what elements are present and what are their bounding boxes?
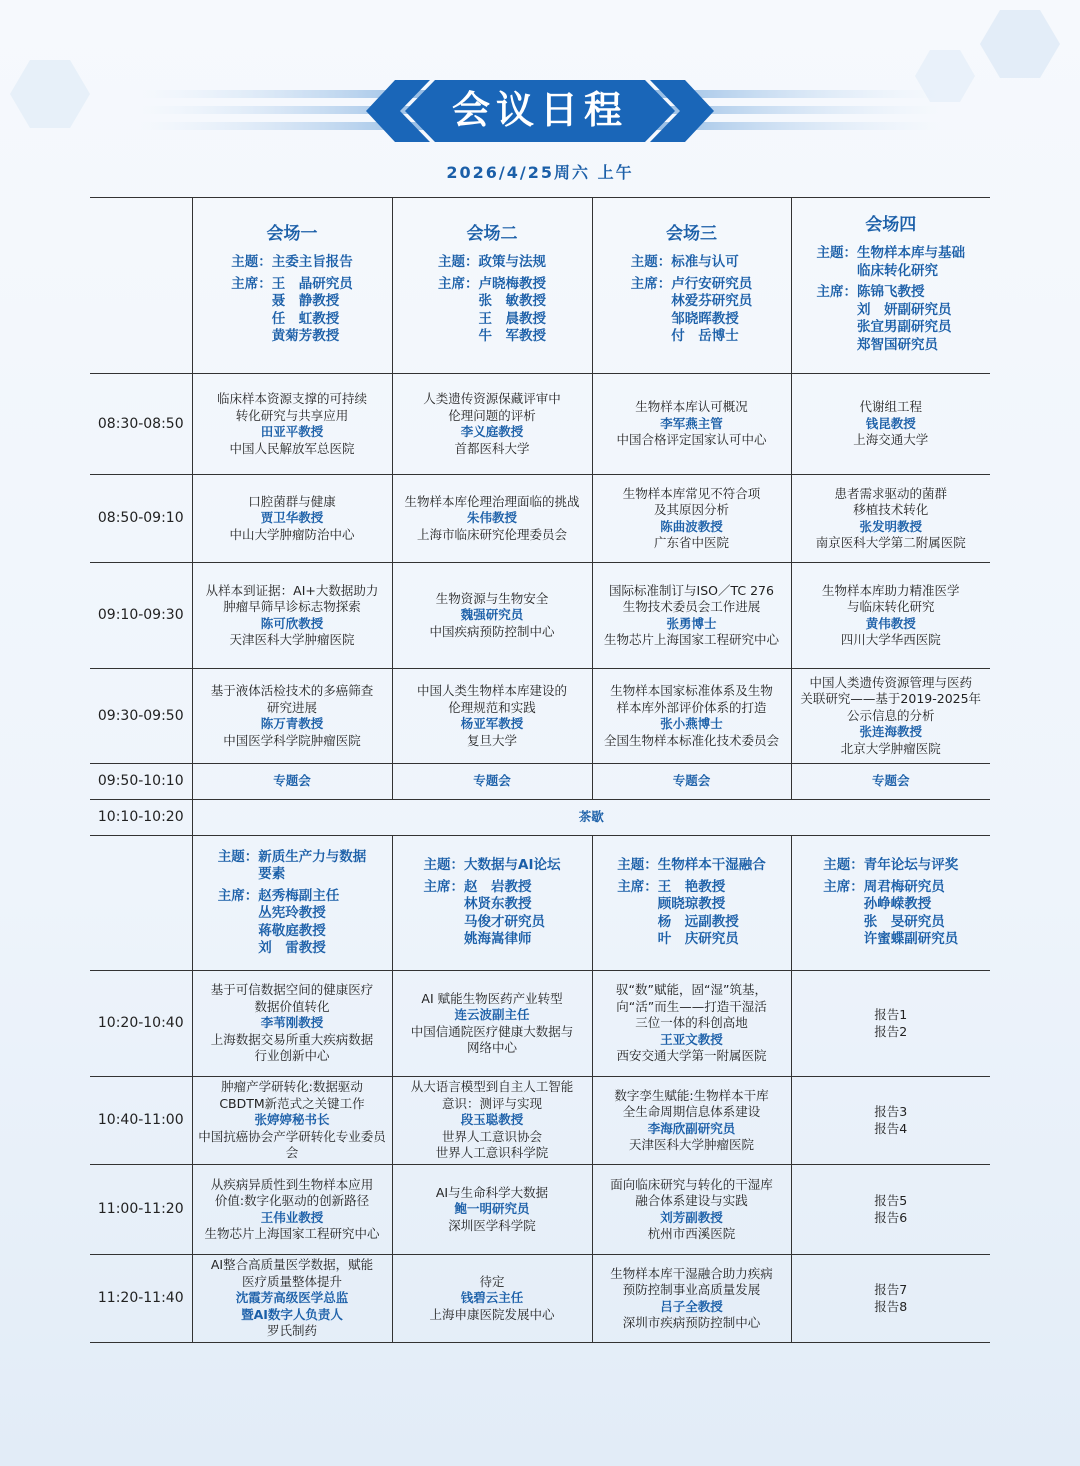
time-cell: 11:20-11:40 [90, 1255, 192, 1343]
theme-text [464, 857, 560, 875]
chair-row [424, 879, 561, 949]
tea-break-row [90, 800, 990, 836]
talk-title: 报告8 [874, 1298, 908, 1314]
chair-name: 丛宪玲教授 [258, 905, 326, 921]
theme-label: 主题： [823, 857, 864, 874]
hall-name: 会场二 [466, 223, 518, 244]
chair-name: 黄菊芳教授 [271, 328, 340, 344]
organization: 广东省中医院 [653, 535, 729, 550]
speaker: 张发明教授 [859, 518, 922, 534]
chair-label: 主席： [823, 878, 864, 895]
chair-names [857, 284, 952, 354]
talk-title: 伦理规范和实践 [448, 699, 536, 715]
talk-title: 价值:数字化驱动的创新路径 [214, 1193, 370, 1208]
chair-names [479, 276, 547, 346]
speaker: 张连海教授 [859, 724, 922, 740]
theme-label: 主题： [617, 857, 658, 874]
organization: 中国抗癌协会产学研转化专业委员会 [198, 1128, 386, 1161]
chair-name: 张 旻研究员 [863, 913, 945, 930]
theme-label: 主题： [217, 848, 259, 865]
hall-name: 会场四 [865, 214, 917, 235]
speaker: 李义庭教授 [460, 424, 524, 439]
talk-title: 与临床转化研究 [846, 599, 935, 614]
organization: 上海数据交易所重大疾病数据 [210, 1031, 374, 1047]
session-info [218, 849, 367, 958]
chair-row [438, 276, 546, 346]
chair-row [231, 276, 353, 346]
organization: 上海市临床研究伦理委员会 [416, 526, 567, 542]
time-cell: 09:50-10:10 [90, 764, 192, 800]
chair-row [218, 888, 367, 958]
theme-line: 青年论坛与评奖 [863, 857, 959, 874]
session-info [817, 245, 966, 354]
speaker: 陈曲波教授 [660, 518, 723, 534]
speaker: 魏强研究员 [460, 607, 524, 623]
theme-line: 主委主旨报告 [271, 254, 353, 270]
time-cell: 10:40-11:00 [90, 1077, 192, 1165]
chair-name: 刘 雷教授 [258, 940, 326, 956]
talk-cell [192, 1255, 392, 1343]
hall-cell [791, 836, 990, 971]
hall-cell [791, 198, 990, 374]
session-info [617, 857, 766, 949]
talk-row [90, 374, 990, 475]
theme-row [424, 857, 561, 875]
speaker: 朱伟教授 [466, 510, 517, 526]
chair-name: 牛 军教授 [478, 328, 546, 344]
chair-names [464, 879, 545, 949]
special-session-label: 专题会 [392, 764, 592, 800]
theme-text [479, 254, 547, 272]
talk-title: CBDTM新范式之关键工作 [219, 1095, 365, 1111]
talk-title: 生物样本库常见不符合项 [622, 485, 761, 501]
talk-title: 代谢组工程 [859, 399, 922, 415]
chair-name: 孙峥嵘教授 [863, 896, 932, 913]
hall-cell [192, 836, 392, 971]
theme-text [258, 849, 366, 884]
talk-row [90, 1077, 990, 1165]
talk-title: 数字孪生赋能:生物样本干库 [614, 1087, 769, 1103]
theme-label: 主题： [630, 254, 672, 270]
organization: 中山大学肿瘤防治中心 [229, 526, 355, 542]
talk-cell [592, 971, 791, 1077]
talk-cell [192, 1077, 392, 1165]
hall-cell [192, 198, 392, 374]
talk-title: 中国人类遗传资源管理与医药 [809, 674, 972, 690]
talk-cell [791, 374, 990, 475]
talk-cell [392, 1255, 592, 1343]
organization: 中国人民解放军总医院 [229, 440, 355, 456]
talk-row [90, 475, 990, 563]
chair-row [617, 879, 766, 949]
chair-label: 主席： [617, 878, 658, 895]
organization: 天津医科大学肿瘤医院 [628, 1137, 754, 1152]
talk-title: 面向临床研究与转化的干湿库 [610, 1176, 773, 1192]
speaker: 钱碧云主任 [460, 1290, 524, 1306]
organization: 天津医科大学肿瘤医院 [229, 632, 355, 647]
organization: 西安交通大学第一附属医院 [616, 1048, 767, 1064]
chair-name: 张宜男副研究员 [857, 319, 952, 336]
talk-title: 转化研究与共享应用 [235, 407, 349, 423]
time-cell [90, 836, 192, 971]
talk-cell [592, 374, 791, 475]
organization: 杭州市西溪医院 [647, 1226, 736, 1241]
organization: 复旦大学 [466, 732, 517, 748]
chair-name: 王 艳教授 [657, 878, 726, 895]
theme-text [658, 857, 766, 875]
talk-title: 报告3 [874, 1104, 908, 1119]
talk-title: 全生命周期信息体系建设 [622, 1104, 761, 1119]
organization: 上海交通大学 [853, 432, 929, 448]
hall-name: 会场一 [266, 223, 318, 244]
speaker: 沈霞芳高级医学总监 [235, 1290, 349, 1306]
talk-title: 从疾病异质性到生物样本应用 [210, 1176, 374, 1192]
talk-title: 研究进展 [266, 699, 317, 715]
hall-header-row [90, 198, 990, 374]
theme-row [218, 849, 367, 884]
talk-title: 报告6 [874, 1209, 908, 1225]
special-session-label: 专题会 [592, 764, 791, 800]
speaker: 李军燕主管 [660, 415, 723, 431]
chair-row [817, 284, 966, 354]
talk-title: 驭“数”赋能，固“湿”筑基， [616, 982, 767, 998]
time-cell: 10:20-10:40 [90, 971, 192, 1077]
speaker: 吕子全教授 [660, 1298, 723, 1314]
theme-row [617, 857, 766, 875]
talk-cell [192, 374, 392, 475]
talk-title: 关联研究——基于2019-2025年 [800, 691, 982, 707]
hall-header-row [90, 836, 990, 971]
talk-title: 报告7 [874, 1282, 908, 1297]
theme-text [857, 245, 965, 280]
chair-name: 赵 岩教授 [464, 878, 532, 895]
talk-title: 样本库外部评价体系的打造 [616, 699, 767, 715]
organization: 生物芯片上海国家工程研究中心 [204, 1226, 380, 1241]
chair-name: 林爱芬研究员 [671, 293, 753, 309]
talk-cell [791, 475, 990, 563]
talk-title: 患者需求驱动的菌群 [834, 485, 947, 501]
talk-title: 及其原因分析 [653, 502, 729, 517]
talk-title: 生物资源与生物安全 [435, 590, 549, 606]
talk-title: 肿瘤产学研转化:数据驱动 [221, 1079, 363, 1095]
hall-name: 会场三 [666, 223, 717, 244]
theme-text [671, 254, 739, 272]
theme-row [231, 254, 353, 272]
talk-row [90, 1165, 990, 1255]
talk-title: 生物样本库认可概况 [635, 399, 748, 415]
organization: 中国合格评定国家认可中心 [616, 432, 767, 448]
talk-title: 意识：测评与实现 [441, 1095, 542, 1111]
time-cell: 09:30-09:50 [90, 669, 192, 764]
talk-title: 肿瘤早筛早诊标志物探索 [223, 599, 361, 614]
talk-title: 报告5 [874, 1193, 908, 1208]
chair-name: 许蜜蝶副研究员 [863, 931, 959, 948]
chair-name: 姚海嵩律师 [464, 931, 532, 948]
chair-names [272, 276, 353, 346]
talk-row [90, 971, 990, 1077]
organization: 中国疾病预防控制中心 [429, 623, 555, 639]
chair-names [864, 879, 959, 949]
talk-title: 生物样本库干湿融合助力疾病 [610, 1265, 773, 1281]
theme-label: 主题： [816, 245, 857, 262]
talk-title: 从样本到证据：AI+大数据助力 [205, 582, 379, 598]
chair-name: 王 晨教授 [478, 310, 546, 327]
chair-name: 张 敏教授 [478, 293, 546, 309]
special-session-label: 专题会 [192, 764, 392, 800]
talk-cell [392, 563, 592, 669]
chair-name: 马俊才研究员 [464, 913, 545, 930]
theme-line: 大数据与AI论坛 [464, 857, 561, 874]
special-session-label: 专题会 [791, 764, 990, 800]
talk-title: 基于液体活检技术的多癌筛查 [210, 683, 374, 698]
talk-title: 生物样本库伦理治理面临的挑战 [404, 493, 580, 509]
talk-title: 国际标准制订与ISO／TC 276 [609, 582, 774, 598]
talk-title: 生物技术委员会工作进展 [622, 599, 761, 614]
speaker: 李海欣副研究员 [647, 1120, 736, 1136]
theme-label: 主题： [231, 254, 272, 270]
time-cell: 08:50-09:10 [90, 475, 192, 563]
time-cell [90, 198, 192, 374]
speaker: 张婷婷秘书长 [254, 1112, 330, 1128]
talk-title: 生物样本国家标准体系及生物 [610, 683, 773, 698]
session-info [823, 857, 958, 949]
session-info [231, 254, 353, 346]
talk-title: 报告1 [874, 1007, 908, 1022]
organization: 上海申康医院发展中心 [429, 1306, 555, 1322]
speaker: 陈可欣教授 [260, 615, 324, 631]
chair-names [258, 888, 339, 958]
chair-name: 聂 静教授 [271, 293, 340, 309]
organization: 四川大学华西医院 [840, 632, 941, 647]
chair-row [631, 276, 753, 346]
page-title: 会议日程 [451, 88, 628, 132]
speaker: 鲍一明研究员 [454, 1201, 530, 1217]
time-cell: 11:00-11:20 [90, 1165, 192, 1255]
talk-cell [392, 669, 592, 764]
talk-cell [592, 563, 791, 669]
chair-row [823, 879, 958, 949]
talk-title: 临床样本资源支撑的可持续 [216, 391, 367, 406]
talk-cell [192, 669, 392, 764]
chair-name: 陈锦飞教授 [857, 284, 925, 301]
talk-cell [791, 971, 990, 1077]
theme-row [817, 245, 966, 280]
talk-row [90, 669, 990, 764]
chair-names [658, 879, 739, 949]
speaker: 黄伟教授 [865, 615, 916, 631]
organization: 深圳市疾病预防控制中心 [622, 1315, 761, 1330]
schedule-date: 2026/4/25周六 上午 [446, 163, 634, 182]
talk-cell [392, 1077, 592, 1165]
theme-label: 主题： [423, 857, 464, 874]
chair-name: 卢行安研究员 [671, 275, 753, 292]
chair-name: 任 虹教授 [271, 310, 340, 327]
organization: 中国信通院医疗健康大数据与 [410, 1023, 574, 1039]
talk-title: 数据价值转化 [254, 998, 330, 1014]
talk-title: 报告4 [874, 1120, 908, 1136]
talk-title: 基于可信数据空间的健康医疗 [210, 982, 374, 998]
talk-cell [791, 669, 990, 764]
talk-cell [791, 1165, 990, 1255]
chair-names [671, 276, 752, 346]
chair-label: 主席： [231, 275, 272, 292]
theme-line: 生物样本干湿融合 [657, 857, 766, 874]
talk-cell [392, 1165, 592, 1255]
theme-line: 标准与认可 [671, 254, 739, 270]
speaker: 王亚文教授 [660, 1031, 723, 1047]
chair-name: 邹晓晖教授 [671, 310, 739, 327]
talk-title: 从大语言模型到自主人工智能 [410, 1079, 574, 1095]
speaker: 张小燕博士 [660, 716, 723, 731]
special-session-row [90, 764, 990, 800]
speaker: 段玉聪教授 [460, 1112, 524, 1128]
theme-line: 要素 [258, 866, 286, 882]
hall-cell [392, 836, 592, 971]
theme-text [272, 254, 353, 272]
organization: 全国生物样本标准化技术委员会 [603, 732, 779, 748]
speaker: 田亚平教授 [260, 424, 324, 439]
talk-row [90, 563, 990, 669]
hall-cell [592, 198, 791, 374]
talk-cell [592, 1077, 791, 1165]
speaker: 杨亚军教授 [460, 716, 524, 731]
speaker: 张勇博士 [666, 615, 717, 631]
theme-line: 临床转化研究 [857, 262, 938, 279]
talk-cell [791, 1077, 990, 1165]
session-info [424, 857, 561, 949]
organization: 世界人工意识科学院 [435, 1145, 549, 1161]
organization: 深圳医学科学院 [448, 1217, 536, 1233]
speaker: 陈万青教授 [260, 716, 324, 731]
speaker: 钱昆教授 [865, 415, 916, 431]
chair-label: 主席： [816, 284, 857, 301]
time-cell: 10:10-10:20 [90, 800, 192, 836]
time-cell: 08:30-08:50 [90, 374, 192, 475]
organization: 北京大学肿瘤医院 [840, 740, 941, 756]
organization: 首都医科大学 [454, 440, 530, 456]
speaker: 贾卫华教授 [260, 510, 324, 526]
chair-name: 赵秀梅副主任 [258, 887, 340, 904]
chair-name: 王 晶研究员 [271, 275, 353, 292]
theme-line: 政策与法规 [478, 254, 546, 270]
speaker: 李苇刚教授 [260, 1015, 324, 1031]
talk-cell [392, 475, 592, 563]
talk-cell [392, 971, 592, 1077]
talk-title: 伦理问题的评析 [448, 407, 536, 423]
organization: 生物芯片上海国家工程研究中心 [603, 632, 779, 647]
organization: 网络中心 [466, 1040, 517, 1055]
hall-cell [592, 836, 791, 971]
theme-line: 新质生产力与数据 [258, 848, 367, 865]
talk-title: 公示信息的分析 [846, 707, 935, 723]
talk-title: AI与生命科学大数据 [435, 1184, 549, 1200]
organization: 行业创新中心 [254, 1048, 330, 1064]
talk-cell [192, 971, 392, 1077]
talk-title: 向“活”而生——打造干湿活 [616, 998, 767, 1014]
chair-name: 郑智国研究员 [857, 336, 938, 353]
session-info [438, 254, 546, 346]
chair-name: 卢晓梅教授 [478, 275, 546, 292]
theme-row [438, 254, 546, 272]
chair-label: 主席： [423, 878, 464, 895]
talk-cell [192, 1165, 392, 1255]
talk-cell [592, 1165, 791, 1255]
talk-cell [592, 475, 791, 563]
chair-label: 主席： [630, 275, 672, 292]
organization: 罗氏制药 [266, 1323, 317, 1339]
chair-name: 杨 远副教授 [657, 913, 739, 930]
chair-name: 林贤东教授 [464, 896, 532, 913]
talk-cell [791, 563, 990, 669]
time-cell: 09:10-09:30 [90, 563, 192, 669]
speaker: 刘芳副教授 [660, 1209, 723, 1225]
talk-title: AI 赋能生物医药产业转型 [421, 990, 563, 1006]
chair-name: 付 岳博士 [671, 328, 739, 344]
talk-cell [392, 374, 592, 475]
schedule-table [90, 197, 990, 1343]
hall-cell [392, 198, 592, 374]
talk-title: 医疗质量整体提升 [241, 1273, 342, 1289]
talk-title: 待定 [479, 1273, 505, 1289]
talk-cell [592, 669, 791, 764]
chair-label: 主席： [438, 275, 479, 292]
talk-cell [192, 475, 392, 563]
theme-label: 主题： [438, 254, 479, 270]
talk-title: 融合体系建设与实践 [635, 1193, 748, 1208]
theme-text [864, 857, 959, 875]
tea-break-label: 茶歇 [192, 800, 990, 836]
organization: 世界人工意识协会 [441, 1128, 542, 1144]
chair-name: 刘 妍副研究员 [857, 301, 952, 318]
talk-title: 口腔菌群与健康 [248, 493, 336, 509]
talk-row [90, 1255, 990, 1343]
talk-title: 报告2 [874, 1023, 908, 1039]
chair-name: 顾晓琼教授 [657, 896, 726, 913]
talk-title: AI整合高质量医学数据，赋能 [210, 1257, 374, 1273]
talk-title: 移植技术转化 [853, 502, 929, 517]
talk-cell [192, 563, 392, 669]
speaker: 暨AI数字人负责人 [241, 1306, 343, 1322]
session-info [631, 254, 753, 346]
talk-title: 人类遗传资源保藏评审中 [423, 391, 561, 406]
chair-name: 叶 庆研究员 [657, 931, 739, 948]
organization: 南京医科大学第二附属医院 [815, 535, 966, 550]
organization: 中国医学科学院肿瘤医院 [223, 732, 361, 748]
theme-row [823, 857, 958, 875]
talk-cell [592, 1255, 791, 1343]
speaker: 连云波副主任 [454, 1007, 530, 1022]
theme-row [631, 254, 753, 272]
talk-title: 三位一体的科创高地 [635, 1015, 748, 1031]
talk-cell [791, 1255, 990, 1343]
talk-title: 生物样本库助力精准医学 [821, 582, 960, 598]
chair-name: 蒋敬庭教授 [258, 922, 326, 939]
talk-title: 预防控制事业高质量发展 [622, 1282, 761, 1297]
chair-label: 主席： [217, 887, 259, 904]
talk-title: 中国人类生物样本库建设的 [416, 683, 567, 698]
speaker: 王伟业教授 [260, 1209, 324, 1225]
theme-line: 生物样本库与基础 [857, 245, 965, 262]
chair-name: 周君梅研究员 [863, 878, 945, 895]
